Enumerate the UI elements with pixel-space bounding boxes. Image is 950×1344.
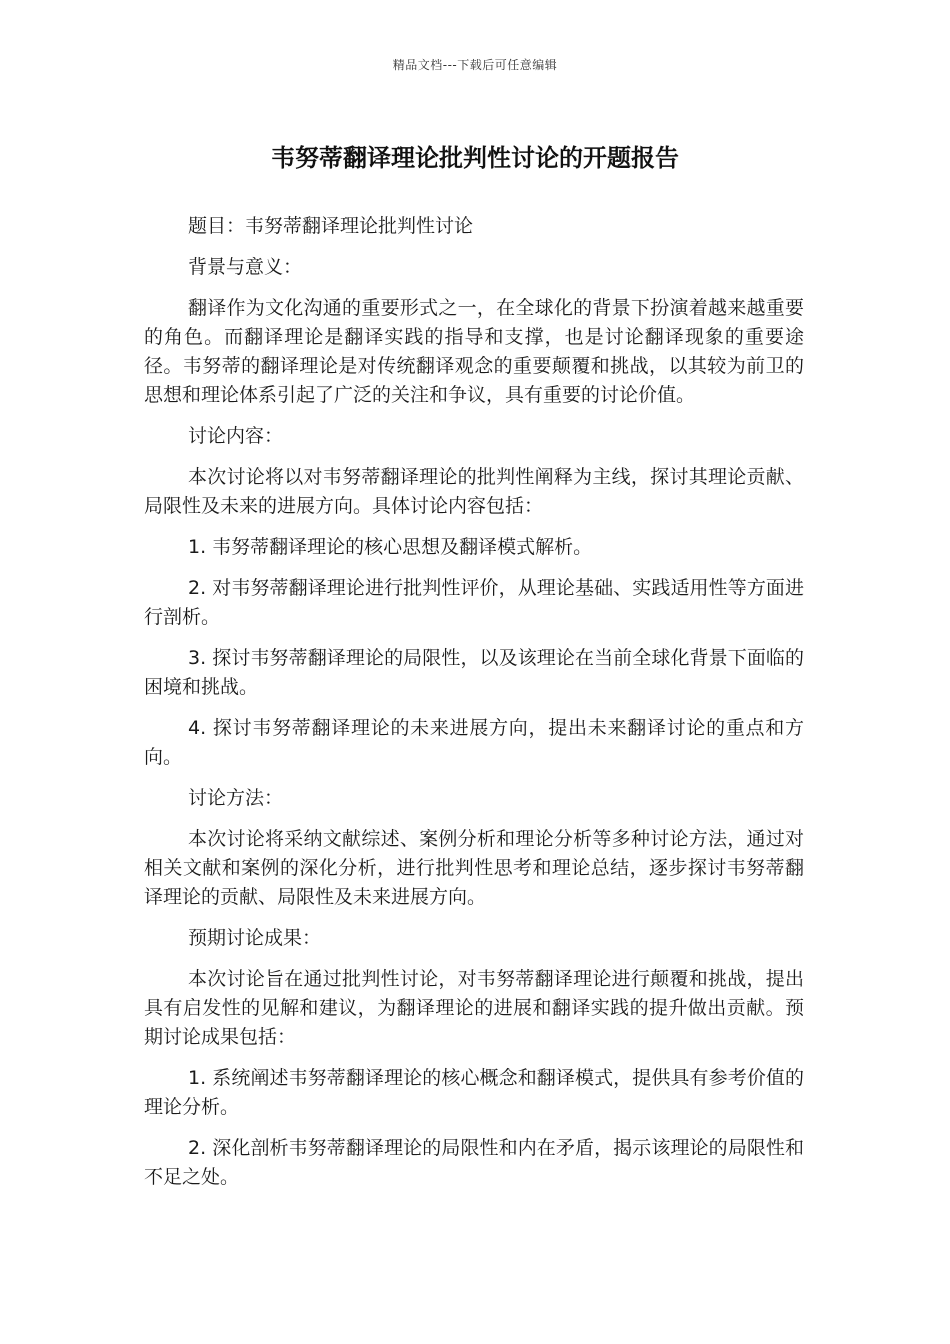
section-heading-content: 讨论内容： xyxy=(188,425,284,447)
list-item-content-2: 2. 对韦努蒂翻译理论进行批判性评价，从理论基础、实践适用性等方面进行剖析。 xyxy=(144,577,804,628)
section-heading-background: 背景与意义： xyxy=(188,256,303,278)
paragraph-content-intro: 本次讨论将以对韦努蒂翻译理论的批判性阐释为主线，探讨其理论贡献、局限性及未来的进展方向。具体讨论内容包括： xyxy=(144,466,804,517)
topic-line: 题目：韦努蒂翻译理论批判性讨论 xyxy=(188,215,474,237)
list-item-results-1: 1. 系统阐述韦努蒂翻译理论的核心概念和翻译模式，提供具有参考价值的理论分析。 xyxy=(144,1067,804,1118)
list-item-content-3: 3. 探讨韦努蒂翻译理论的局限性，以及该理论在当前全球化背景下面临的困境和挑战。 xyxy=(144,647,804,698)
section-heading-results: 预期讨论成果： xyxy=(188,927,322,949)
list-item-results-2: 2. 深化剖析韦努蒂翻译理论的局限性和内在矛盾，揭示该理论的局限性和不足之处。 xyxy=(144,1137,804,1188)
list-item-content-4: 4. 探讨韦努蒂翻译理论的未来进展方向，提出未来翻译讨论的重点和方向。 xyxy=(144,717,804,768)
document-body xyxy=(144,212,804,1204)
paragraph-results-intro: 本次讨论旨在通过批判性讨论，对韦努蒂翻译理论进行颠覆和挑战，提出具有启发性的见解和建议，为翻译理论的进展和翻译实践的提升做出贡献。预期讨论成果包括： xyxy=(144,968,804,1048)
list-item-content-1: 1. 韦努蒂翻译理论的核心思想及翻译模式解析。 xyxy=(188,536,593,558)
header-note: 精品文档---下载后可任意编辑 xyxy=(392,58,558,72)
paragraph-method: 本次讨论将采纳文献综述、案例分析和理论分析等多种讨论方法，通过对相关文献和案例的深化分析，进行批判性思考和理论总结，逐步探讨韦努蒂翻译理论的贡献、局限性及未来进展方向。 xyxy=(144,828,804,908)
paragraph-background: 翻译作为文化沟通的重要形式之一，在全球化的背景下扮演着越来越重要的角色。而翻译理论是翻译实践的指导和支撑，也是讨论翻译现象的重要途径。韦努蒂的翻译理论是对传统翻译观念的重要颠覆和挑战，以其较为前卫的思想和理论体系引起了广泛的关注和争议，具有重要的讨论价值。 xyxy=(144,297,804,406)
section-heading-method: 讨论方法： xyxy=(188,787,284,809)
document-title: 韦努蒂翻译理论批判性讨论的开题报告 xyxy=(271,144,679,172)
